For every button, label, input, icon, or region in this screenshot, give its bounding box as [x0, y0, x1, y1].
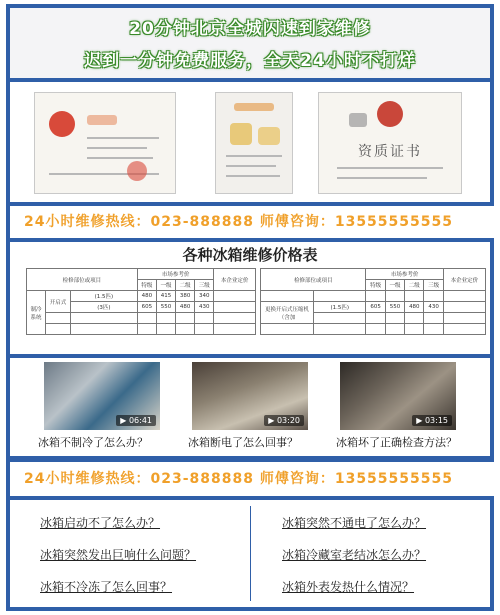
grade-header: 一级	[156, 280, 175, 291]
column-header: 本企业定价	[214, 269, 256, 291]
price-table-section	[10, 242, 490, 354]
price-cell: 480	[137, 291, 156, 302]
grade-header: 三级	[195, 280, 214, 291]
category-cell: 制冷系统	[27, 291, 46, 335]
video-duration: ▶ 06:41	[116, 415, 156, 426]
price-cell	[214, 291, 256, 302]
spec-cell: (1.5匹)	[314, 302, 366, 313]
subtype-cell: 更换开启式压缩机（含加	[261, 302, 314, 324]
spec-cell: (3匹)	[71, 302, 138, 313]
faq-link[interactable]: 冰箱启动不了怎么办？	[40, 516, 161, 530]
hotline-bar[interactable]: 24小时维修热线：023-888888 师傅咨询：13555555555	[10, 462, 500, 496]
certificates-section	[10, 82, 490, 202]
grade-header: 二级	[405, 280, 424, 291]
faq-section	[10, 500, 490, 607]
grade-header: 特级	[137, 280, 156, 291]
video-caption[interactable]: 冰箱断电了怎么回事？	[188, 436, 298, 449]
emblem-icon	[49, 111, 75, 137]
divider	[250, 506, 251, 601]
price-cell: 415	[156, 291, 175, 302]
price-table-right	[260, 268, 486, 335]
video-caption[interactable]: 冰箱不制冷了怎么办？	[38, 436, 148, 449]
price-cell: 380	[176, 291, 195, 302]
header-banner	[10, 8, 490, 78]
hotline-bar[interactable]: 24小时维修热线：023-888888 师傅咨询：13555555555	[10, 206, 500, 238]
faq-link[interactable]: 冰箱冷藏室老结冰怎么办？	[282, 548, 427, 562]
price-cell: 605	[366, 302, 385, 313]
price-table-title: 各种冰箱维修价格表	[182, 246, 318, 264]
video-caption[interactable]: 冰箱坏了正确检查方法？	[336, 436, 457, 449]
price-cell: 430	[195, 302, 214, 313]
price-cell: 480	[405, 302, 424, 313]
video-duration: ▶ 03:15	[412, 415, 452, 426]
price-cell: 340	[195, 291, 214, 302]
header-line-1: 20分钟北京全城闪速到家维修	[129, 19, 371, 39]
video-thumbnail[interactable]	[44, 362, 160, 430]
column-header: 市场参考价	[366, 269, 443, 280]
grade-header: 一级	[385, 280, 404, 291]
price-table-left	[26, 268, 256, 335]
grade-header: 二级	[176, 280, 195, 291]
permit-image	[215, 92, 293, 194]
price-cell: 480	[176, 302, 195, 313]
faq-link[interactable]: 冰箱外表发热什么情况？	[282, 580, 415, 594]
subtype-cell: 开启式	[46, 291, 71, 313]
price-cell: 605	[137, 302, 156, 313]
stamp-icon	[127, 161, 147, 181]
faq-link[interactable]: 冰箱突然不通电了怎么办？	[282, 516, 427, 530]
header-line-2: 迟到一分钟免费服务，全天24小时不打烊	[84, 51, 416, 71]
faq-link[interactable]: 冰箱不冷冻了怎么回事？	[40, 580, 173, 594]
price-cell	[443, 302, 485, 313]
price-cell: 430	[424, 302, 443, 313]
grade-header: 三级	[424, 280, 443, 291]
price-cell: 550	[385, 302, 404, 313]
spec-cell: (1.5匹)	[71, 291, 138, 302]
video-thumbnail[interactable]	[192, 362, 308, 430]
video-section	[10, 358, 490, 456]
column-header: 市场参考价	[137, 269, 213, 280]
price-cell	[214, 302, 256, 313]
column-header: 本企业定价	[443, 269, 485, 291]
certificate-title: 资质证书	[358, 144, 422, 160]
grade-header: 特级	[366, 280, 385, 291]
column-header: 检修部位或项目	[261, 269, 366, 291]
video-thumbnail[interactable]	[340, 362, 456, 430]
faq-link[interactable]: 冰箱突然发出巨响什么问题？	[40, 548, 197, 562]
video-duration: ▶ 03:20	[264, 415, 304, 426]
price-cell: 550	[156, 302, 175, 313]
qualification-certificate-image	[318, 92, 462, 194]
column-header: 检修部位或项目	[27, 269, 138, 291]
emblem-icon	[377, 101, 403, 127]
business-license-image	[34, 92, 176, 194]
